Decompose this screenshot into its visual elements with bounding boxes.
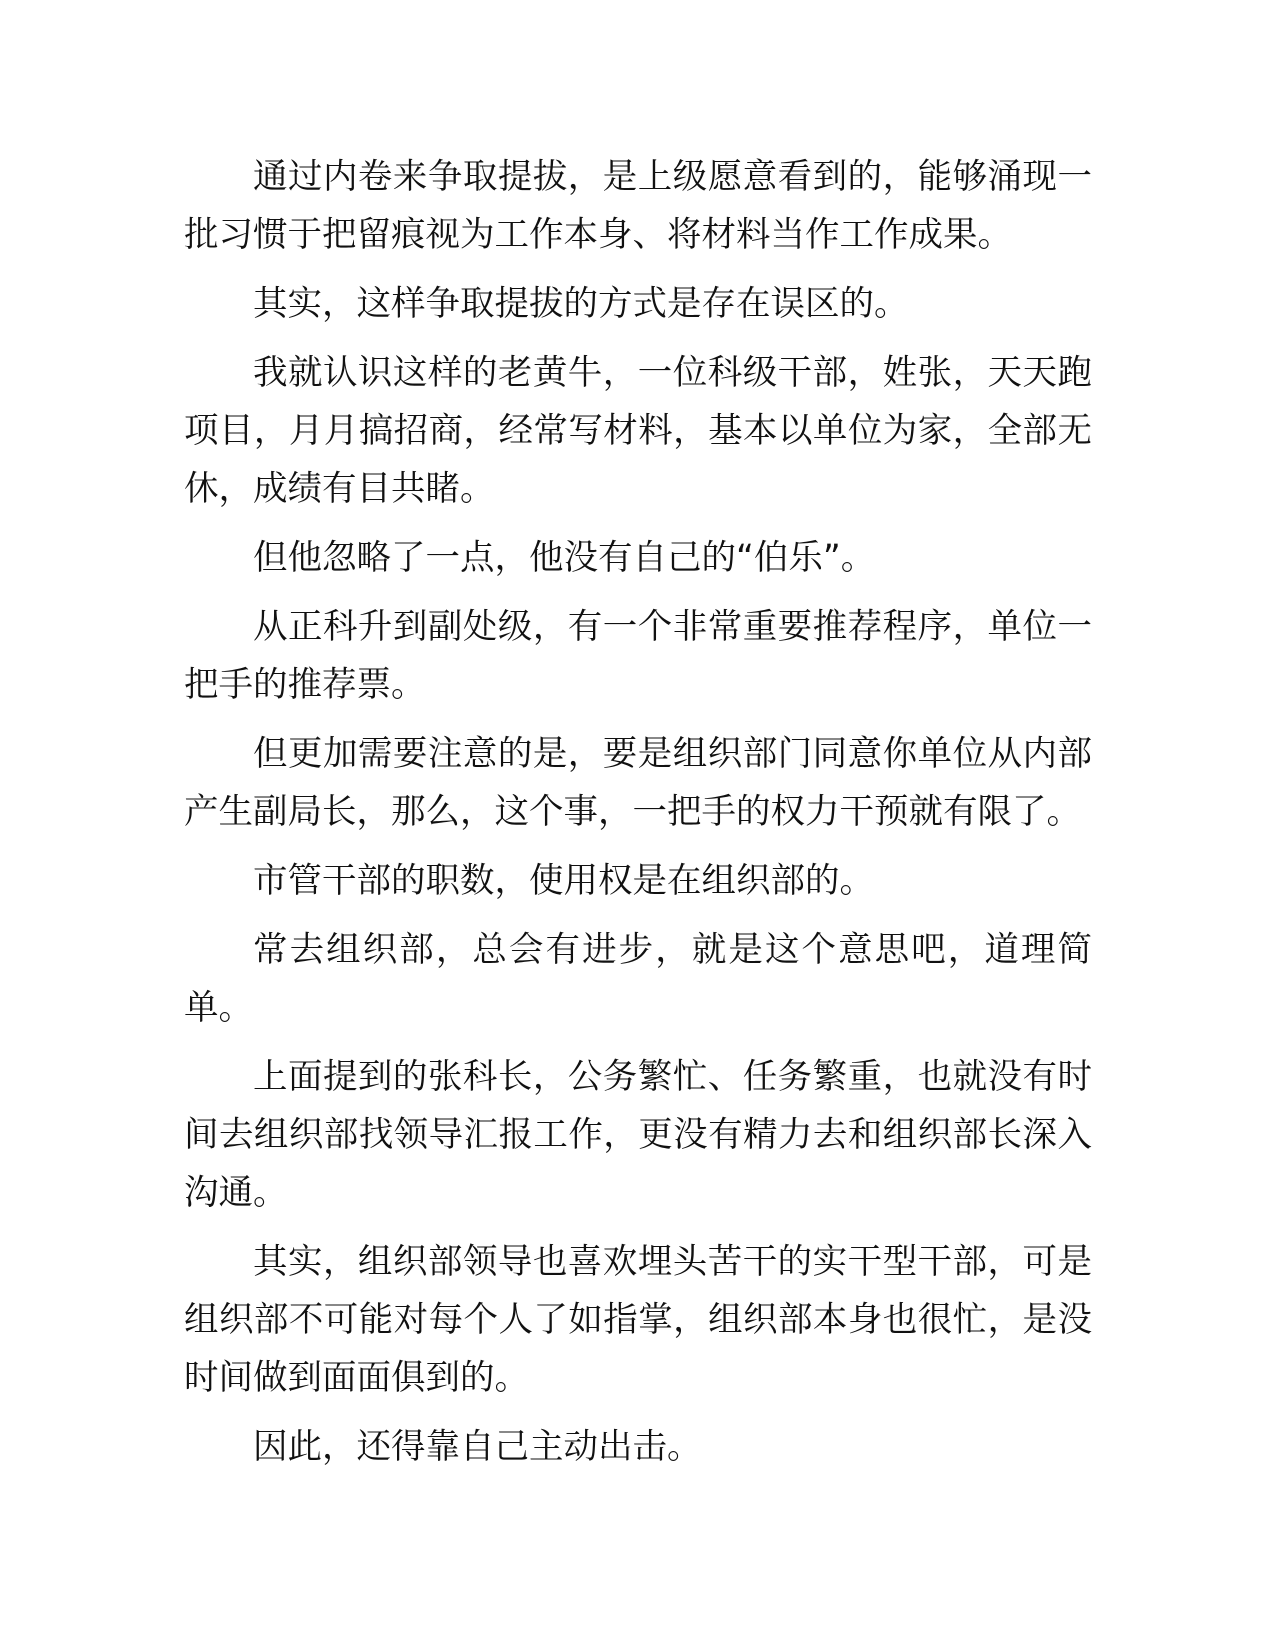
paragraph: 但更加需要注意的是，要是组织部门同意你单位从内部产生副局长，那么，这个事，一把手的权力干预就有限了。: [184, 734, 1092, 832]
paragraph: 其实，组织部领导也喜欢埋头苦干的实干型干部，可是组织部不可能对每个人了如指掌，组织部本身也很忙，是没时间做到面面俱到的。: [184, 1242, 1092, 1398]
paragraph: 上面提到的张科长，公务繁忙、任务繁重，也就没有时间去组织部找领导汇报工作，更没有精力去和组织部长深入沟通。: [184, 1057, 1092, 1213]
document-body: [184, 148, 1092, 1487]
paragraph: 其实，这样争取提拔的方式是存在误区的。: [253, 284, 909, 324]
paragraph: 常去组织部，总会有进步，就是这个意思吧，道理简单。: [184, 930, 1092, 1028]
paragraph: 我就认识这样的老黄牛，一位科级干部，姓张，天天跑项目，月月搞招商，经常写材料，基本以单位为家，全部无休，成绩有目共睹。: [184, 353, 1092, 509]
paragraph: 市管干部的职数，使用权是在组织部的。: [253, 861, 874, 901]
paragraph: 但他忽略了一点，他没有自己的“伯乐”。: [253, 538, 876, 578]
paragraph: 从正科升到副处级，有一个非常重要推荐程序，单位一把手的推荐票。: [184, 607, 1092, 705]
paragraph: 通过内卷来争取提拔，是上级愿意看到的，能够涌现一批习惯于把留痕视为工作本身、将材料当作工作成果。: [184, 157, 1092, 255]
paragraph: 因此，还得靠自己主动出击。: [253, 1427, 702, 1467]
